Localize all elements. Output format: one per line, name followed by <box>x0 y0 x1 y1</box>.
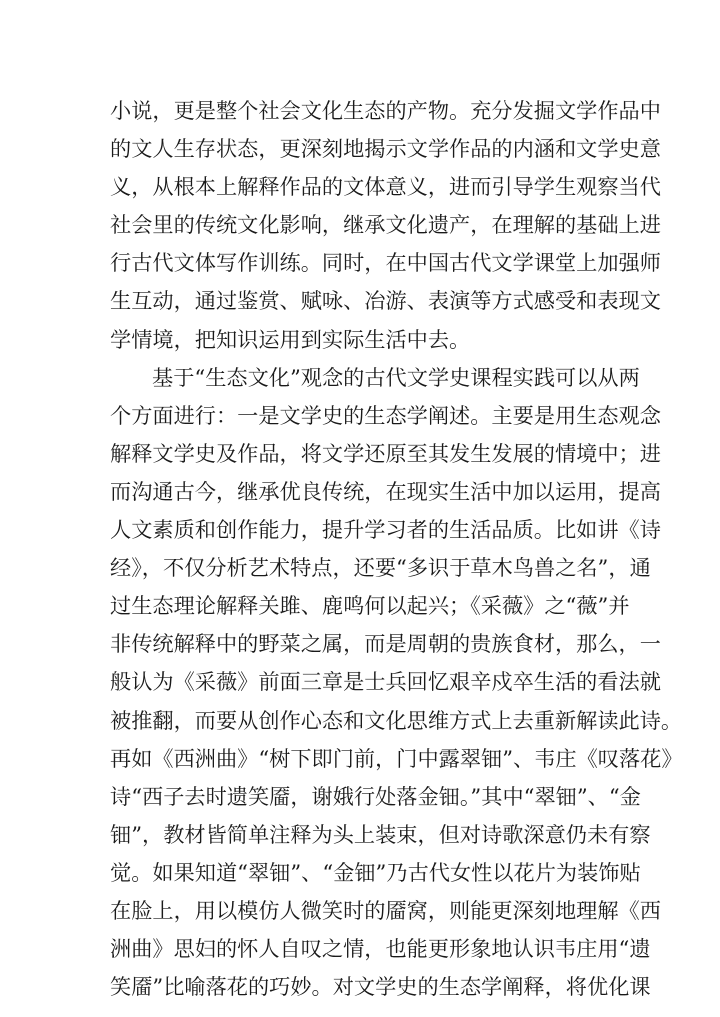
text-line: 个方面进行：一是文学史的生态学阐述。主要是用生态观念 <box>110 402 661 428</box>
text-line: 诗“西子去时遗笑靥，谢娥行处落金钿。”其中“翠钿”、“金 <box>110 783 641 809</box>
text-line: 非传统解释中的野菜之属，而是周朝的贵族食材，那么，一 <box>110 631 661 657</box>
text-line: 笑靥”比喻落花的巧妙。对文学史的生态学阐释，将优化课 <box>110 974 651 1000</box>
text-line: 般认为《采薇》前面三章是士兵回忆艰辛戍卒生活的看法就 <box>110 669 661 695</box>
text-line: 再如《西洲曲》“树下即门前，门中露翠钿”、韦庄《叹落花》 <box>110 745 683 771</box>
text-line: 学情境，把知识运用到实际生活中去。 <box>110 326 471 352</box>
text-line: 生互动，通过鉴赏、赋咏、冶游、表演等方式感受和表现文 <box>110 288 661 314</box>
text-line: 而沟通古今，继承优良传统，在现实生活中加以运用，提高 <box>110 478 661 504</box>
text-line: 被推翻，而要从创作心态和文化思维方式上去重新解读此诗。 <box>110 707 683 733</box>
text-line: 的文人生存状态，更深刻地揭示文学作品的内涵和文学史意 <box>110 136 661 162</box>
text-line: 人文素质和创作能力，提升学习者的生活品质。比如讲《诗 <box>110 517 661 543</box>
text-line: 觉。如果知道“翠钿”、“金钿”乃古代女性以花片为装饰贴 <box>110 859 641 885</box>
document-page <box>110 92 683 1006</box>
text-line: 经》，不仅分析艺术特点，还要“多识于草木鸟兽之名”，通 <box>110 555 651 581</box>
text-line: 小说，更是整个社会文化生态的产物。充分发掘文学作品中 <box>110 98 661 123</box>
text-line: 社会里的传统文化影响，继承文化遗产，在理解的基础上进 <box>110 212 661 238</box>
paragraph-1 <box>110 92 661 359</box>
text-line: 过生态理论解释关雎、鹿鸣何以起兴；《采薇》之“薇”并 <box>110 593 630 619</box>
text-line: 解释文学史及作品，将文学还原至其发生发展的情境中；进 <box>110 440 661 466</box>
text-line: 洲曲》思妇的怀人自叹之情，也能更形象地认识韦庄用“遗 <box>110 936 651 962</box>
text-line: 行古代文体写作训练。同时，在中国古代文学课堂上加强师 <box>110 250 661 276</box>
text-line: 钿”，教材皆简单注释为头上装束，但对诗歌深意仍未有察 <box>110 821 651 847</box>
text-line: 义，从根本上解释作品的文体意义，进而引导学生观察当代 <box>110 174 661 200</box>
paragraph-2 <box>110 359 683 1007</box>
text-line: 基于“生态文化”观念的古代文学史课程实践可以从两 <box>152 364 640 390</box>
text-line: 在脸上，用以模仿人微笑时的靥窝，则能更深刻地理解《西 <box>110 897 661 923</box>
